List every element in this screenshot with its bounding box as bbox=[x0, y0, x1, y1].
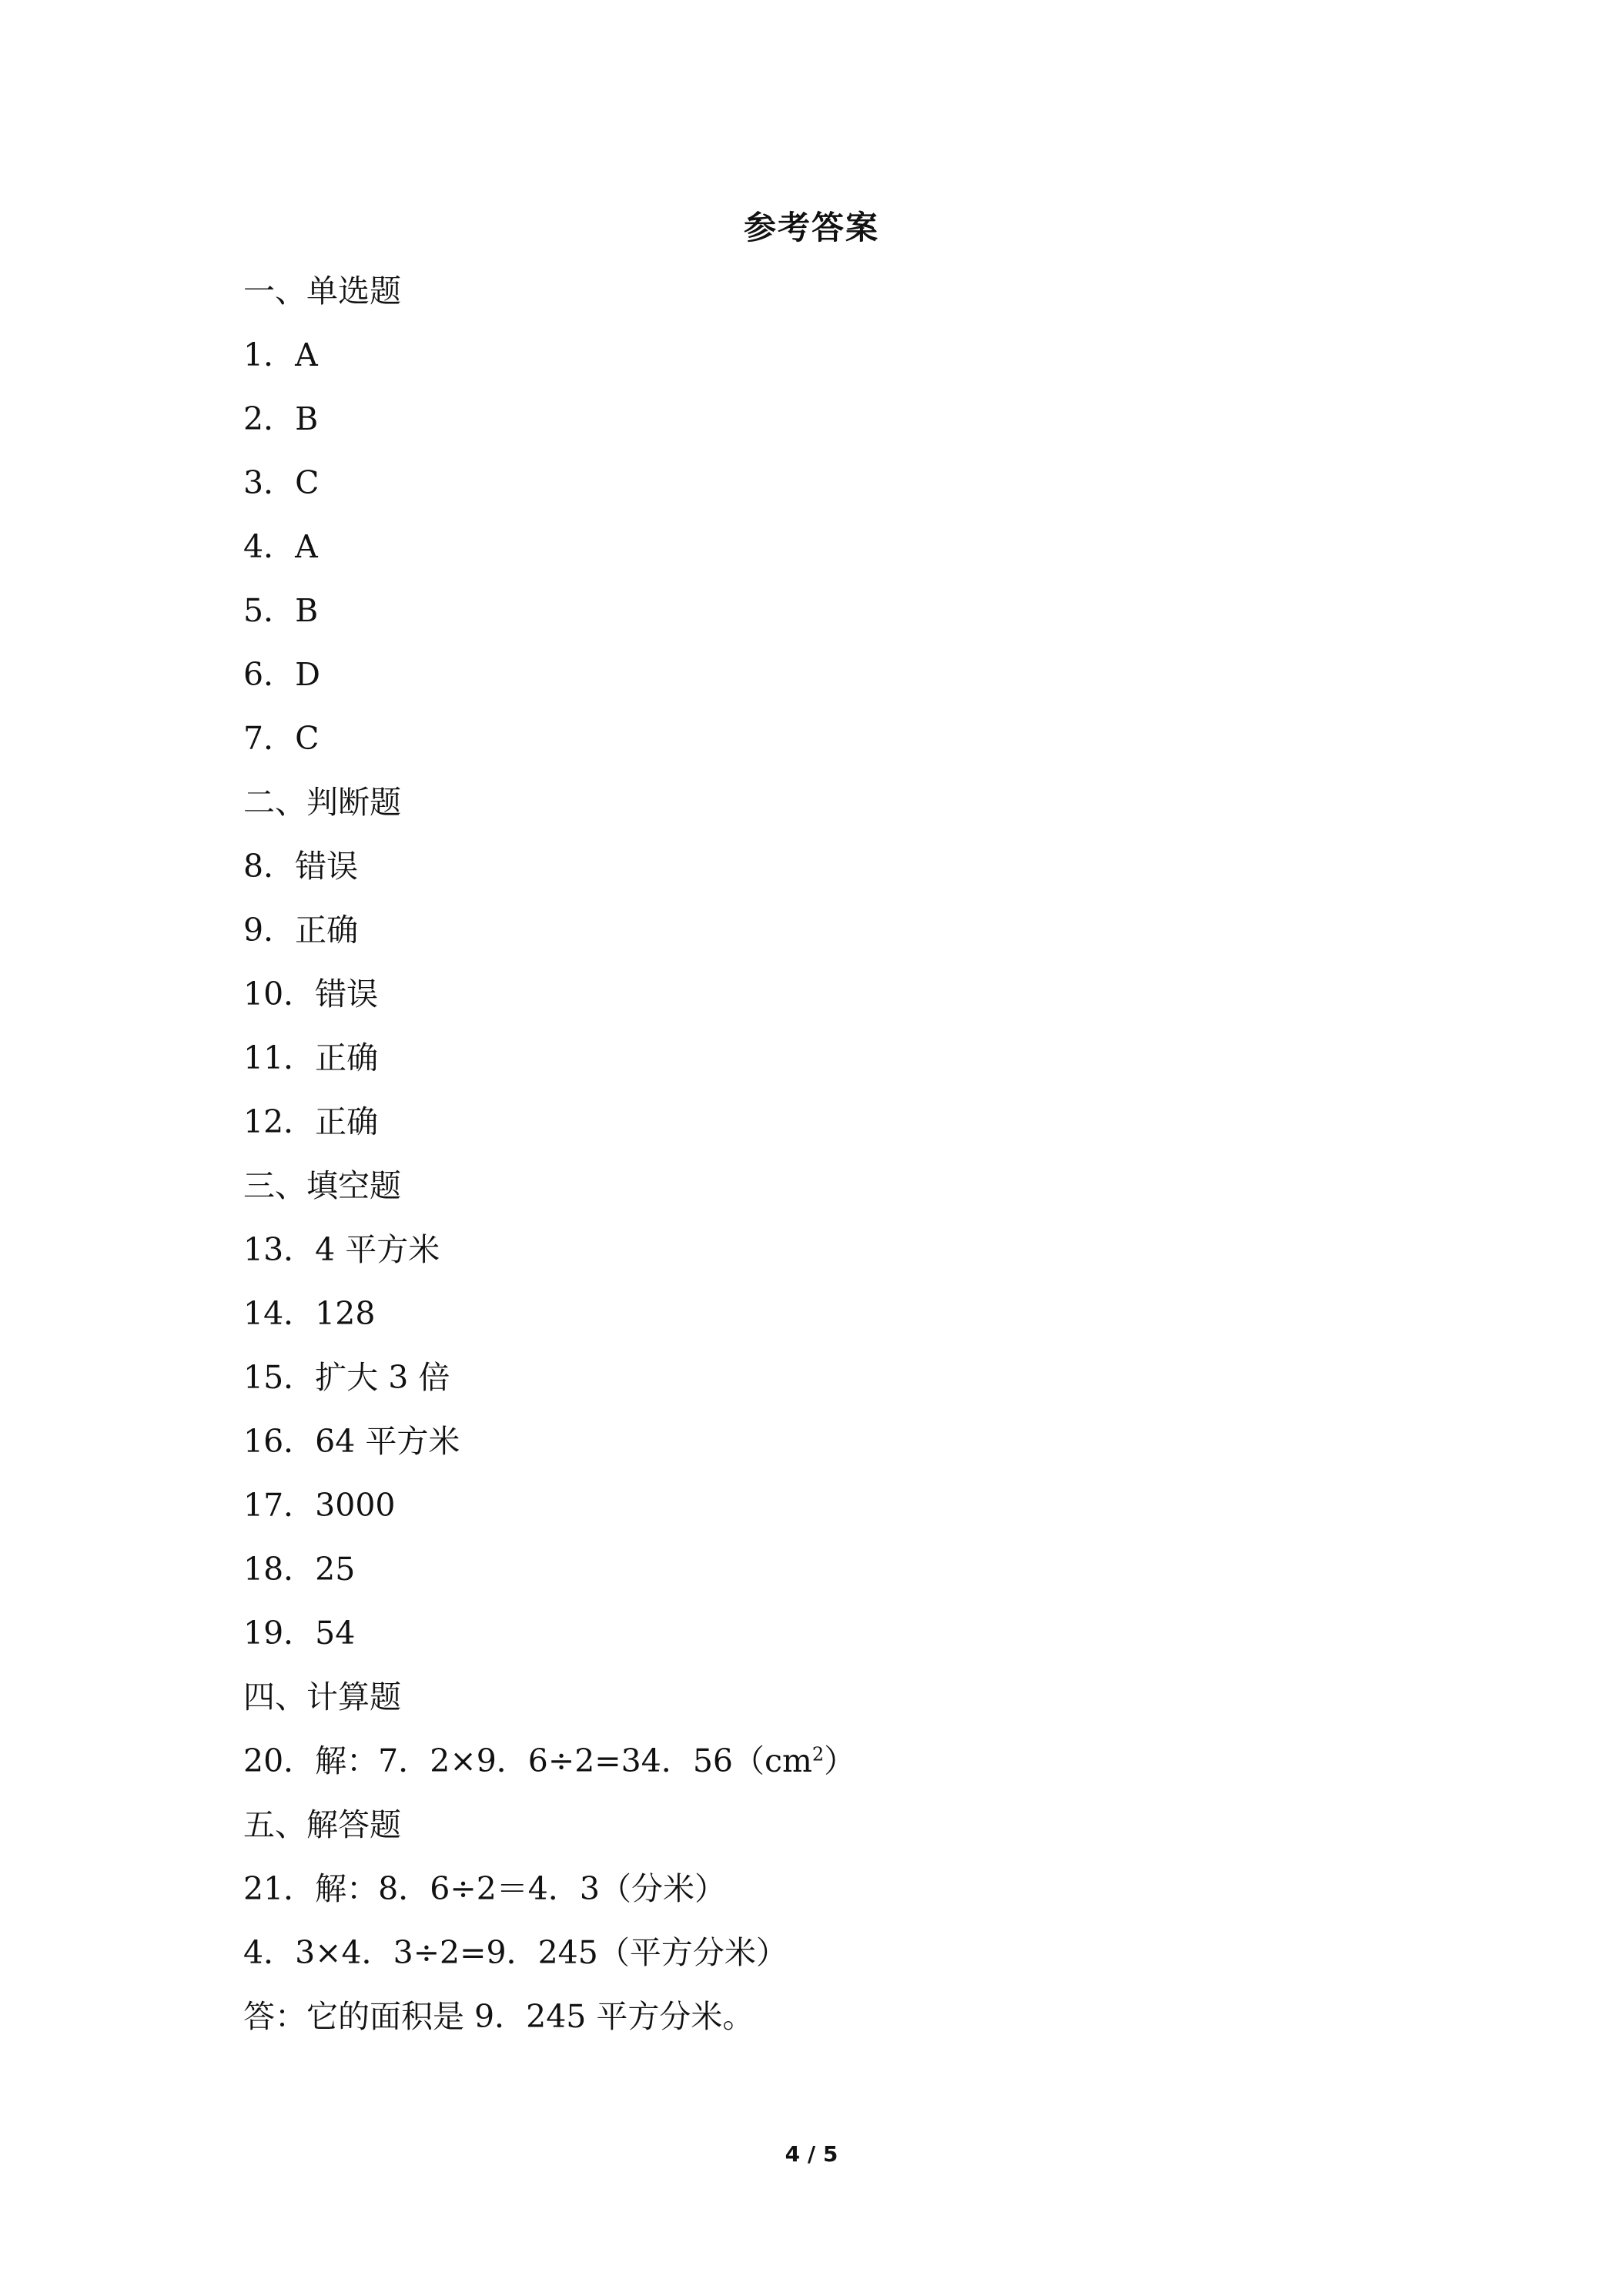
section-heading: 三、填空题 bbox=[243, 1167, 401, 1204]
item-number: 2 bbox=[243, 400, 264, 437]
section-heading: 五、解答题 bbox=[243, 1806, 401, 1843]
answer-item bbox=[243, 1036, 1398, 1100]
item-separator: ． bbox=[283, 1231, 316, 1268]
superscript: 2 bbox=[812, 1743, 825, 1766]
answer-item bbox=[243, 589, 1398, 653]
item-answer: 64 平方米 bbox=[315, 1423, 460, 1460]
answer-item bbox=[243, 1612, 1398, 1675]
item-separator: ． bbox=[283, 1359, 316, 1396]
answer-item bbox=[243, 333, 1398, 397]
answer-item bbox=[243, 845, 1398, 909]
section-heading: 二、判断题 bbox=[243, 784, 401, 821]
answer-conclusion: 答：它的面积是 9．245 平方分米。 bbox=[243, 1998, 755, 2035]
item-answer: 扩大 3 倍 bbox=[315, 1359, 450, 1396]
item-answer: A bbox=[295, 336, 318, 373]
item-separator: ． bbox=[263, 528, 296, 565]
item-number: 4 bbox=[243, 528, 264, 565]
answer-item bbox=[243, 1100, 1398, 1164]
answer-item bbox=[243, 1484, 1398, 1548]
answer-item bbox=[243, 1548, 1398, 1612]
item-answer: 54 bbox=[315, 1615, 356, 1652]
item-separator: ． bbox=[263, 720, 296, 757]
item-number: 10 bbox=[243, 976, 284, 1012]
answer-continuation: 4．3×4．3÷2=9．245（平方分米） bbox=[243, 1934, 788, 1971]
item-answer: 正确 bbox=[295, 912, 359, 949]
item-number: 5 bbox=[243, 592, 264, 629]
answer-item bbox=[243, 717, 1398, 781]
item-answer: 错误 bbox=[295, 848, 359, 885]
answer-item bbox=[243, 1292, 1398, 1356]
item-separator: ． bbox=[263, 912, 296, 949]
item-separator: ． bbox=[283, 1615, 316, 1652]
item-number: 16 bbox=[243, 1423, 284, 1460]
item-answer-tail: ） bbox=[824, 1742, 856, 1779]
item-answer: 正确 bbox=[315, 1103, 379, 1140]
answer-item bbox=[243, 1356, 1398, 1420]
item-number: 17 bbox=[243, 1487, 284, 1524]
answer-item bbox=[243, 972, 1398, 1036]
item-number: 19 bbox=[243, 1615, 284, 1652]
item-number: 9 bbox=[243, 912, 264, 949]
item-separator: ． bbox=[283, 1423, 316, 1460]
answer-item bbox=[243, 653, 1398, 717]
item-separator: ． bbox=[283, 976, 316, 1012]
item-separator: ． bbox=[283, 1742, 316, 1779]
item-number: 3 bbox=[243, 464, 264, 501]
item-number: 14 bbox=[243, 1295, 284, 1332]
item-answer: D bbox=[295, 656, 320, 693]
item-number: 7 bbox=[243, 720, 264, 757]
item-number: 1 bbox=[243, 336, 264, 373]
item-answer: 3000 bbox=[315, 1487, 396, 1524]
answer-item bbox=[243, 1739, 1398, 1803]
item-separator: ． bbox=[263, 848, 296, 885]
page-title: 参考答案 bbox=[743, 209, 879, 246]
item-number: 12 bbox=[243, 1103, 284, 1140]
item-answer: A bbox=[295, 528, 318, 565]
item-number: 13 bbox=[243, 1231, 284, 1268]
item-answer: 解：7．2×9．6÷2=34．56（cm bbox=[315, 1742, 812, 1779]
item-number: 20 bbox=[243, 1742, 284, 1779]
section-heading: 四、计算题 bbox=[243, 1678, 401, 1715]
item-number: 18 bbox=[243, 1551, 284, 1588]
item-answer: 解：8．6÷2＝4．3（分米） bbox=[315, 1870, 726, 1907]
answer-item bbox=[243, 525, 1398, 589]
item-separator: ． bbox=[283, 1487, 316, 1524]
answer-item bbox=[243, 1228, 1398, 1292]
item-separator: ． bbox=[263, 400, 296, 437]
answer-item bbox=[243, 909, 1398, 972]
item-number: 8 bbox=[243, 848, 264, 885]
item-separator: ． bbox=[263, 656, 296, 693]
item-separator: ． bbox=[263, 592, 296, 629]
answer-item bbox=[243, 397, 1398, 461]
item-answer: 128 bbox=[315, 1295, 376, 1332]
item-number: 6 bbox=[243, 656, 264, 693]
item-answer: 错误 bbox=[315, 976, 379, 1012]
item-answer: 25 bbox=[315, 1551, 356, 1588]
item-separator: ． bbox=[283, 1103, 316, 1140]
answer-item bbox=[243, 1420, 1398, 1484]
item-answer: C bbox=[295, 464, 320, 501]
answer-list bbox=[243, 269, 1398, 2059]
item-answer: 正确 bbox=[315, 1039, 379, 1076]
answer-item bbox=[243, 1867, 1398, 1931]
item-number: 11 bbox=[243, 1039, 284, 1076]
answer-item bbox=[243, 461, 1398, 525]
item-separator: ． bbox=[283, 1551, 316, 1588]
item-separator: ． bbox=[283, 1870, 316, 1907]
page-number: 4 / 5 bbox=[785, 2141, 838, 2167]
item-answer: 4 平方米 bbox=[315, 1231, 440, 1268]
item-separator: ． bbox=[263, 336, 296, 373]
section-heading: 一、单选题 bbox=[243, 273, 401, 310]
item-answer: C bbox=[295, 720, 320, 757]
item-separator: ． bbox=[283, 1295, 316, 1332]
item-number: 15 bbox=[243, 1359, 284, 1396]
item-answer: B bbox=[295, 400, 319, 437]
item-number: 21 bbox=[243, 1870, 284, 1907]
item-answer: B bbox=[295, 592, 319, 629]
item-separator: ． bbox=[263, 464, 296, 501]
item-separator: ． bbox=[283, 1039, 316, 1076]
